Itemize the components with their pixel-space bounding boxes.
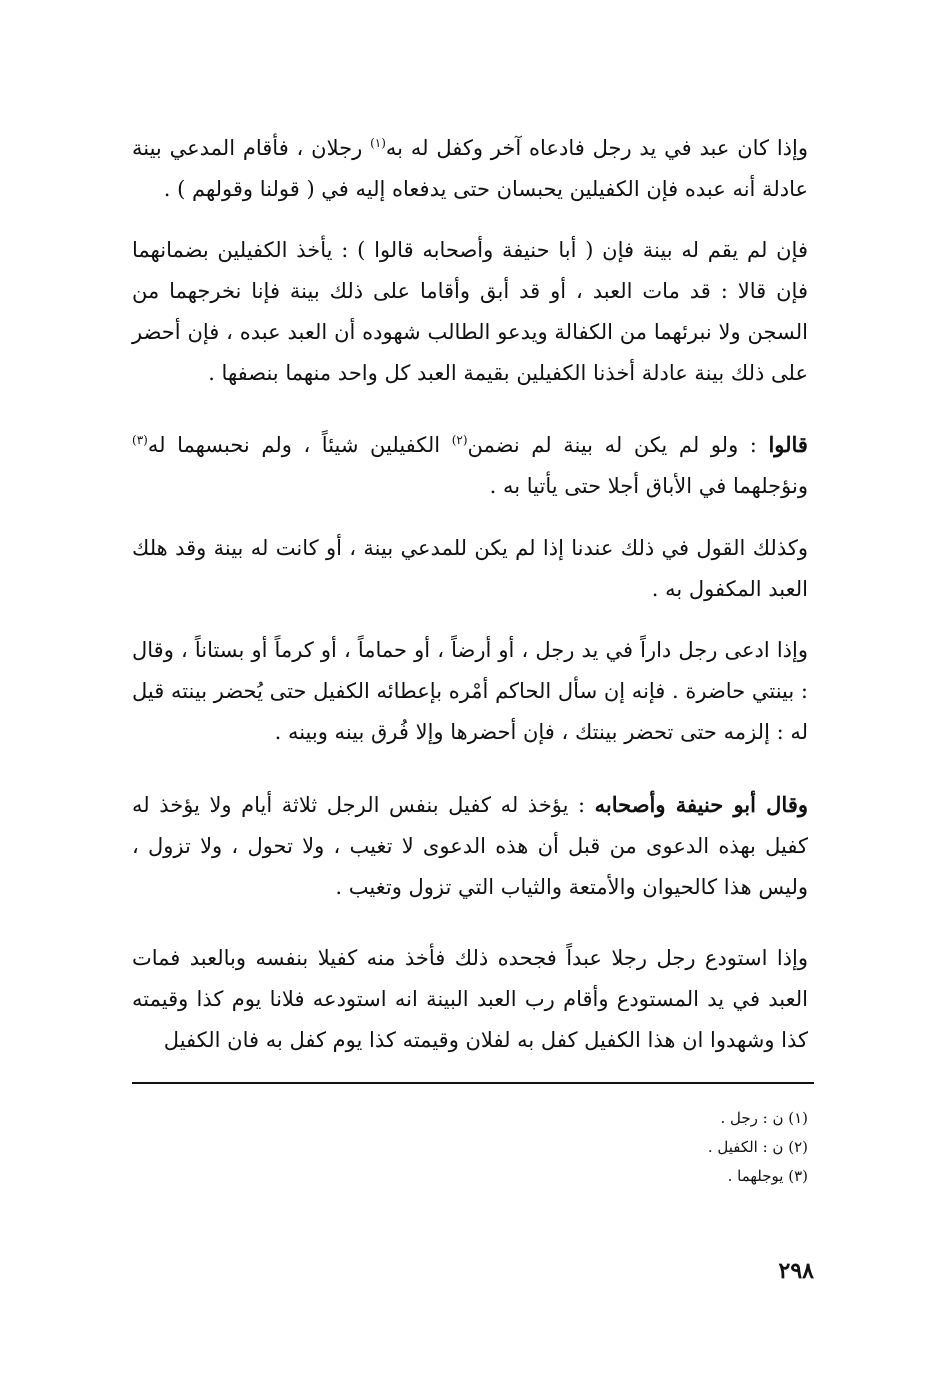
- footnote-ref-1: (١): [370, 136, 386, 150]
- paragraph-6-lead: وقال أبو حنيفة وأصحابه: [594, 792, 808, 817]
- paragraph-6: [132, 784, 808, 908]
- paragraph-3-lead: قالوا: [768, 432, 808, 457]
- paragraph-2: [132, 230, 808, 394]
- footnote-1: (١) ن : رجل .: [720, 1109, 808, 1127]
- paragraph-6-text: : يؤخذ له كفيل بنفس الرجل ثلاثة أيام ولا يؤخذ له كفيل بهذه الدعوى من قبل أن هذه الدعوى لا تغيب ، ولا تحول ، ولا تزول ، وليس هذا كالحيوان والأمتعة والثياب التي تزول وتغيب .: [132, 793, 808, 899]
- footnote-3: (٣) يوجلهما .: [727, 1167, 808, 1185]
- paragraph-2-text: فإن لم يقم له بينة فإن ( أبا حنيفة وأصحابه قالوا ) : يأخذ الكفيلين بضمانهما فإن قالا : قد مات العبد ، أو قد أبق وأقاما على ذلك بينة فإنا نخرجهما من السجن ولا نبرئهما من الكفالة ويدعو الطالب شهوده أن العبد عبده ، فإن أحضر على ذلك بينة عادلة أخذنا الكفيلين بقيمة العبد كل واحد منهما بنصفها .: [132, 238, 808, 385]
- paragraph-4: [132, 528, 808, 610]
- paragraph-3-text: : ولو لم يكن له بينة لم نضمن: [467, 433, 769, 457]
- paragraph-3: [132, 424, 808, 507]
- footnote-ref-3: (٣): [132, 433, 148, 447]
- paragraph-7-text: وإذا استودع رجل رجلا عبداً فجحده ذلك فأخذ منه كفيلا بنفسه وبالعبد فمات العبد في يد المستودع وأقام رب العبد البينة انه استودعه فلانا يوم كذا وقيمته كذا وشهدوا ان هذا الكفيل كفل به لفلان وقيمته كذا يوم كفل به فان الكفيل: [132, 946, 808, 1052]
- paragraph-3-text-end: ونؤجلهما في الأباق أجلا حتى يأتيا به .: [489, 474, 808, 498]
- paragraph-3-text-cont: الكفيلين شيئاً ، ولم نحبسهما له: [147, 433, 452, 457]
- paragraph-1: [132, 128, 808, 210]
- paragraph-4-text: وكذلك القول في ذلك عندنا إذا لم يكن للمدعي بينة ، أو كانت له بينة وقد هلك العبد المكفول به .: [132, 536, 808, 601]
- page-number: ٢٩٨: [778, 1258, 814, 1284]
- footnote-ref-2: (٢): [451, 433, 468, 447]
- footnotes: [132, 1104, 808, 1191]
- footnote-2: (٢) ن : الكفيل .: [707, 1138, 808, 1156]
- paragraph-1-text: وإذا كان عبد في يد رجل فادعاه آخر وكفل له به: [385, 136, 809, 160]
- paragraph-5: [132, 630, 808, 753]
- footnote-divider: [132, 1082, 814, 1084]
- paragraph-5-text: وإذا ادعى رجل داراً في يد رجل ، أو أرضاً ، أو حماماً ، أو كرماً أو بستاناً ، وقال : بينتي حاضرة . فإنه إن سأل الحاكم أمْره بإعطائه الكفيل حتى يُحضر بينته قيل له : إلزمه حتى تحضر بينتك ، فإن أحضرها وإلا فُرق بينه وبينه .: [132, 638, 808, 744]
- paragraph-7: [132, 938, 808, 1061]
- paragraph-1-text-cont: رجلان ، فأقام المدعي بينة عادلة أنه عبده فإن الكفيلين يحبسان حتى يدفعاه إليه في ( قولنا وقولهم ) .: [132, 136, 808, 201]
